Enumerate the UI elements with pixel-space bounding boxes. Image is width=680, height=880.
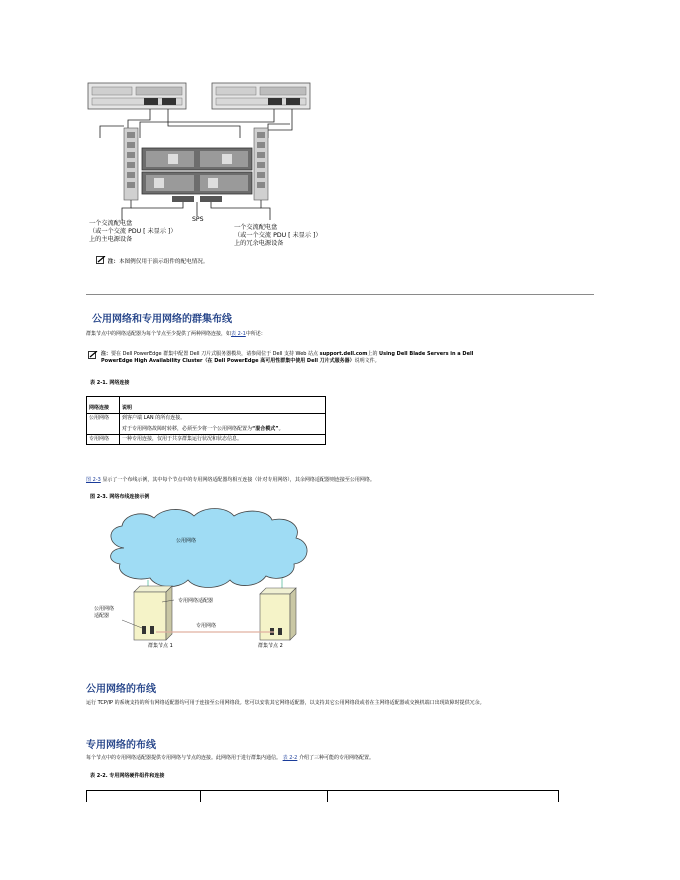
section-title-cabling: 公用网络和专用网络的群集布线 (92, 314, 232, 325)
note-icon (96, 256, 106, 264)
primary-power-label (89, 220, 177, 244)
table-2-2-link[interactable]: 表 2-2 (282, 755, 298, 761)
storage-enclosure (142, 148, 252, 194)
private-network-text (86, 755, 374, 762)
figure-ref-text: 显示了一个布线示例，其中每个节点中的专用网络适配器均相互连接（针对专用网络），其余网络适配器则连接至公用网络。 (102, 477, 375, 483)
public-network-text: 运行 TCP/IP 的系统支持的所有网络适配器均可用于连接至公用网络段。您可以安装其它网络适配器，以支持其它公用网络段或者在主网络适配器或交换机端口出现故障时提供冗余。 (86, 700, 485, 706)
label-line: 适配器 (94, 613, 110, 619)
pdu-strip-left (124, 128, 138, 200)
sps-units (172, 196, 222, 202)
network-cabling-figure (86, 506, 346, 656)
table-2-2-column-rule (86, 790, 87, 802)
public-adapter-label (94, 606, 114, 620)
header-cell: 说明 (120, 397, 326, 414)
table-2-2-top-border (86, 790, 559, 791)
table-cell (120, 414, 326, 435)
intro-text-end: 中所述： (245, 331, 266, 337)
table-cell: 专用网络 (87, 435, 120, 445)
private-text-end: 介绍了三种可能的专用网络配置。 (298, 755, 374, 761)
blade-server-note (101, 351, 581, 365)
table-cell: 一种专用连接，仅用于共享群集运行状况和状态信息。 (120, 435, 326, 445)
note-icon (88, 351, 98, 359)
table-2-2-caption: 表 2-2. 专用网络硬件组件和连接 (90, 773, 165, 779)
note-line-2 (101, 358, 581, 365)
label-line: 上的冗余电源设备 (234, 240, 284, 247)
label-line: 一个交流配电盘 (89, 220, 133, 227)
server-left (88, 83, 186, 109)
label-line: （或一个交流 PDU [ 未显示 ]） (89, 228, 177, 235)
public-network-cloud (111, 509, 307, 588)
note-text: 要在 Dell PowerEdge 群集中配置 Dell 刀片式服务器模块，请参阅位于 Dell 支持 Web 站点 (111, 351, 319, 357)
section-title-public: 公用网络的布线 (86, 684, 156, 695)
table-2-1-link[interactable]: 表 2-1 (231, 331, 246, 337)
label-line: 上的主电源设备 (89, 236, 133, 243)
node-1-label: 群集节点 1 (148, 643, 173, 649)
figure-2-3-caption: 图 2-3. 网络布线连接示例 (90, 494, 150, 500)
network-connections-table (86, 396, 326, 445)
mixed-mode-text: “混合模式” (252, 426, 279, 432)
table-row (87, 414, 326, 435)
note-doc-title: Using Dell Blade Servers in a Dell (379, 351, 474, 357)
cloud-label: 公用网络 (176, 538, 197, 544)
header-cell: 网络连接 (87, 397, 120, 414)
table-2-1-caption: 表 2-1. 网络连接 (90, 380, 130, 386)
table-row (87, 435, 326, 445)
note-text: 本图例仅用于演示组件的配电情况。 (118, 259, 209, 265)
note-line-1 (101, 351, 581, 358)
cell-text-part: 。 (278, 426, 284, 432)
intro-text: 群集节点中的网络适配器为每个节点至少提供了两种网络连接，如 (86, 331, 232, 337)
note-doc-title: PowerEdge High Availability Cluster（在 Dell PowerEdge 高可用性群集中使用 Dell 刀片式服务器） (101, 358, 355, 364)
sps-label: SPS (192, 216, 204, 223)
private-text: 每个节点中的专用网络适配器提供专用网络与节点的连接。此网络用于进行群集内通信。 (86, 755, 282, 761)
support-url: support.dell.com (319, 351, 368, 357)
label-line: 公用网络 (94, 606, 115, 612)
note-prefix: 注： (101, 351, 112, 357)
table-cell: 公用网络 (87, 414, 120, 435)
label-line: （或一个交流 PDU [ 未显示 ]） (234, 232, 322, 239)
note-text: 上的 (367, 351, 378, 357)
figure-reference-text (86, 477, 375, 484)
pdu-strip-right (254, 128, 268, 200)
table-2-2-column-rule (200, 790, 201, 802)
note-prefix: 注： (107, 259, 119, 265)
private-adapter-label: 专用网络适配器 (178, 598, 214, 604)
section-intro (86, 331, 266, 338)
cell-text: 到客户端 LAN 的所有连接。 (122, 415, 186, 421)
cell-text (122, 426, 323, 433)
note-text: 说明文件。 (354, 358, 380, 364)
server-right (212, 83, 310, 109)
section-divider (86, 294, 594, 295)
node-2-label: 群集节点 2 (258, 643, 283, 649)
label-line: 一个交流配电盘 (234, 224, 278, 231)
table-header-row (87, 397, 326, 414)
section-title-private: 专用网络的布线 (86, 740, 156, 751)
redundant-power-label (234, 224, 322, 248)
cell-text-part: 对于专用网络故障时转移，必须至少将一个公用网络配置为 (122, 426, 253, 432)
figure-2-3-link[interactable]: 图 2-3 (86, 477, 101, 483)
table-2-2-column-rule (558, 790, 559, 802)
diagram-note (96, 256, 209, 266)
table-2-2-column-rule (327, 790, 328, 802)
private-network-label: 专用网络 (196, 623, 217, 629)
